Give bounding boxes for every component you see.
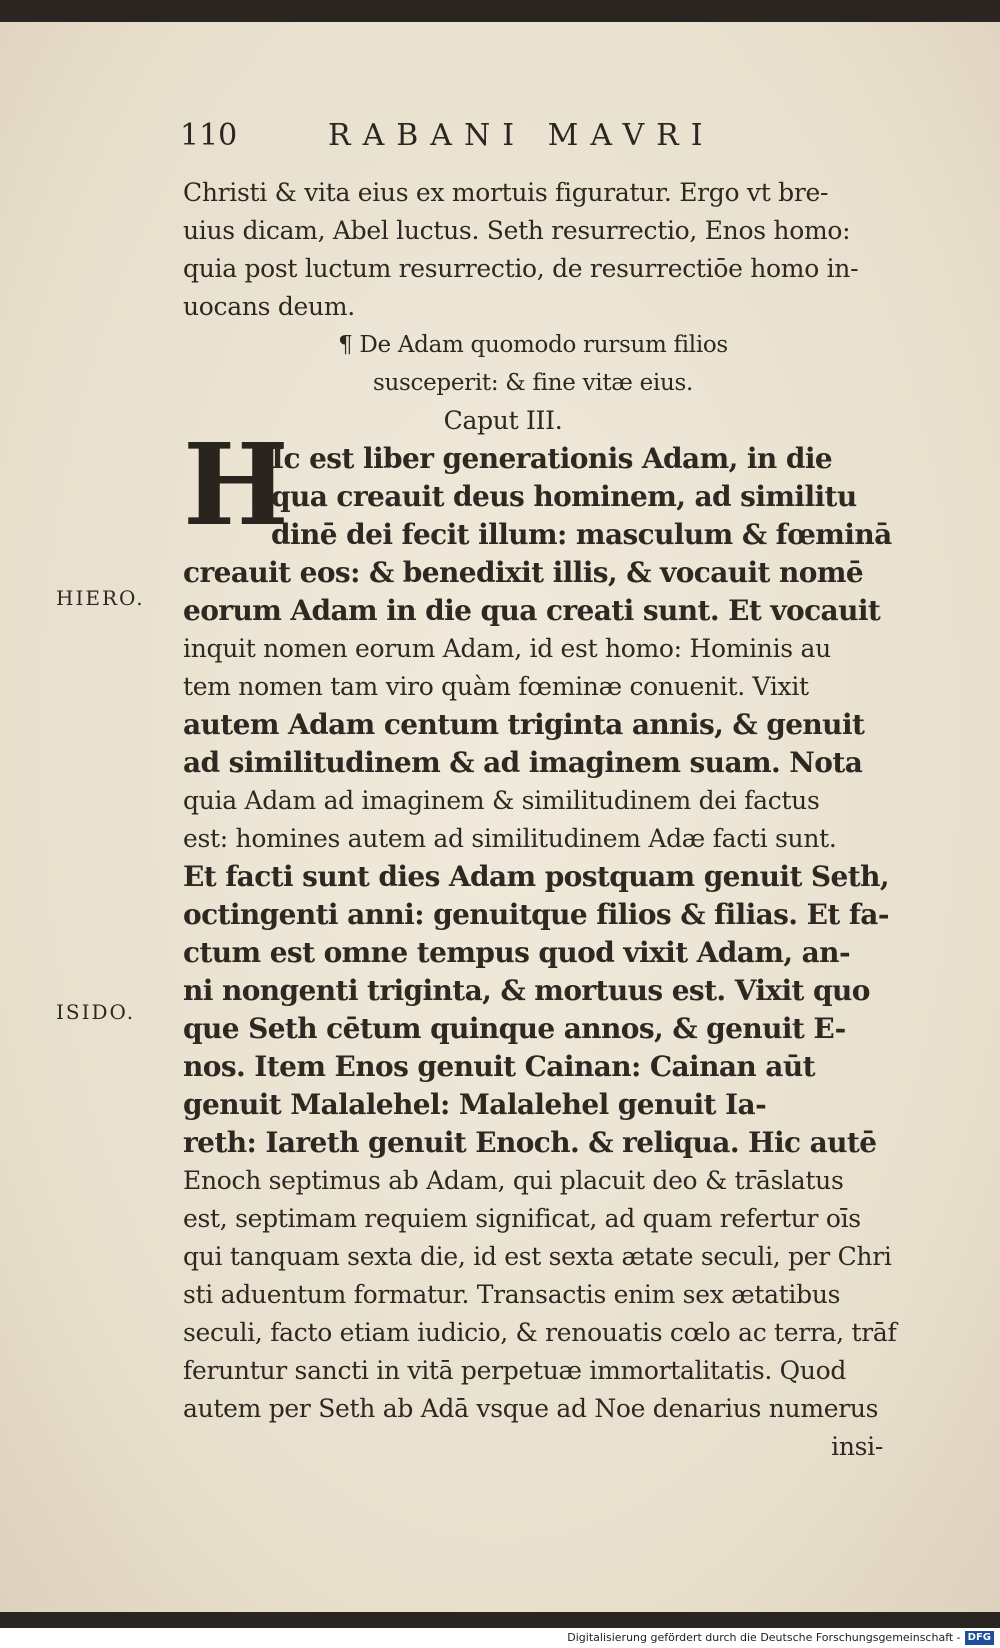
text-line: nos. Item Enos genuit Cainan: Cainan aūt [183, 1050, 815, 1083]
footer-text: Digitalisierung gefördert durch die Deutsche Forschungsgemeinschaft - [567, 1631, 961, 1644]
text-line: quia post luctum resurrectio, de resurrectiōe homo in- [183, 254, 859, 283]
catchword: insi- [831, 1432, 883, 1461]
text-line: Christi & vita eius ex mortuis figuratur. Ergo vt bre- [183, 178, 829, 207]
text-line: uocans deum. [183, 292, 355, 321]
text-line: ctum est omne tempus quod vixit Adam, an- [183, 936, 850, 969]
margin-note-isido: ISIDO. [56, 1000, 136, 1024]
text-line: qua creauit deus hominem, ad similitu [271, 480, 857, 513]
text-line: est: homines autem ad similitudinem Adæ facti sunt. [183, 824, 837, 853]
drop-cap: H [183, 420, 289, 551]
text-line: genuit Malalehel: Malalehel genuit Ia- [183, 1088, 767, 1121]
chapter-number: Caput III. [443, 406, 563, 435]
page-number: 110 [180, 118, 238, 153]
text-line: seculi, facto etiam iudicio, & renouatis cœlo ac terra, trāf [183, 1318, 897, 1347]
body-text [183, 174, 897, 1466]
text-line: reth: Iareth genuit Enoch. & reliqua. Hic autē [183, 1126, 877, 1159]
text-line: feruntur sancti in vitā perpetuæ immortalitatis. Quod [183, 1356, 847, 1385]
margin-note-hiero: HIERO. [56, 586, 145, 610]
text-line: sti aduentum formatur. Transactis enim sex ætatibus [183, 1280, 841, 1309]
dfg-logo-icon[interactable]: DFG [965, 1631, 994, 1645]
text-line: dinē dei fecit illum: masculum & fœminā [271, 518, 892, 551]
text-line: que Seth cētum quinque annos, & genuit E- [183, 1012, 846, 1045]
text-line: octingenti anni: genuitque filios & filias. Et fa- [183, 898, 889, 931]
running-title: RABANI MAVRI [328, 118, 715, 153]
text-line: qui tanquam sexta die, id est sexta ætate seculi, per Chri [183, 1242, 892, 1271]
text-line: uius dicam, Abel luctus. Seth resurrectio, Enos homo: [183, 216, 851, 245]
text-line: autem Adam centum triginta annis, & genuit [183, 708, 865, 741]
text-line: Enoch septimus ab Adam, qui placuit deo & trāslatus [183, 1166, 844, 1195]
text-line: ad similitudinem & ad imaginem suam. Nota [183, 746, 863, 779]
text-line: ni nongenti triginta, & mortuus est. Vixit quo [183, 974, 870, 1007]
chapter-heading: ¶ De Adam quomodo rursum filios susceperit: & fine vitæ eius. [338, 332, 728, 396]
text-line: est, septimam requiem significat, ad quam refertur oīs [183, 1204, 861, 1233]
digitization-footer [0, 1628, 1000, 1648]
text-line: Ic est liber generationis Adam, in die [271, 442, 833, 475]
text-line: inquit nomen eorum Adam, id est homo: Hominis au [183, 634, 831, 663]
text-line: Et facti sunt dies Adam postquam genuit Seth, [183, 860, 890, 893]
text-line: quia Adam ad imaginem & similitudinem dei factus [183, 786, 820, 815]
text-line: eorum Adam in die qua creati sunt. Et vocauit [183, 594, 881, 627]
text-line: autem per Seth ab Adā vsque ad Noe denarius numerus [183, 1394, 879, 1423]
text-line: tem nomen tam viro quàm fœminæ conuenit. Vixit [183, 672, 809, 701]
text-line: creauit eos: & benedixit illis, & vocauit nomē [183, 556, 864, 589]
